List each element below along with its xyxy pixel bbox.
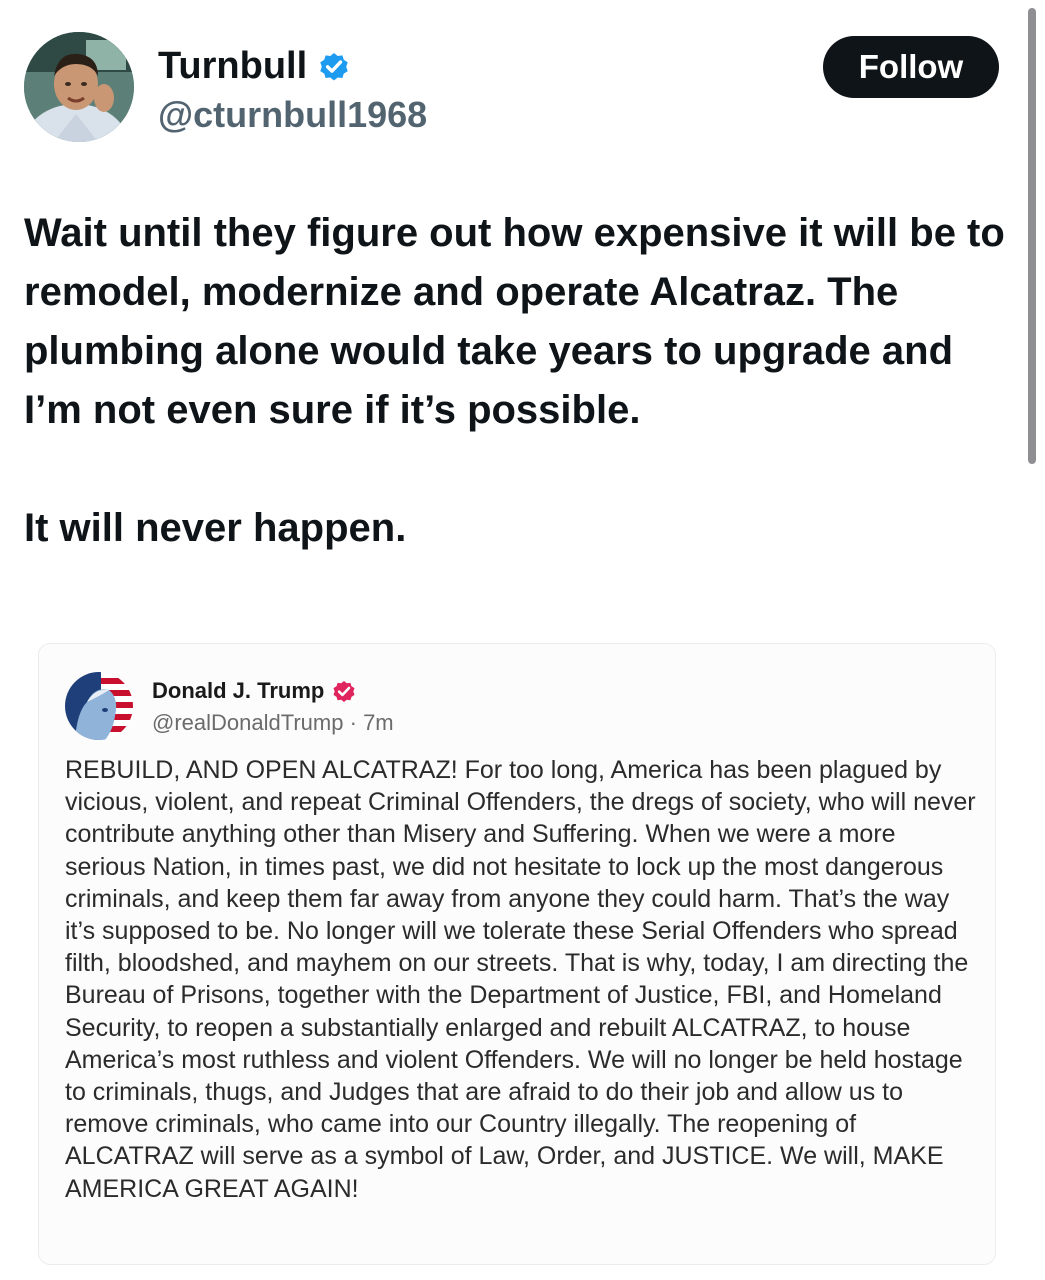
author-names (158, 40, 427, 136)
quoted-handle[interactable]: @realDonaldTrump (152, 710, 344, 735)
quoted-meta (152, 710, 394, 736)
quoted-name-row (152, 674, 357, 708)
verified-badge-icon (331, 678, 357, 704)
quoted-display-name[interactable]: Donald J. Trump (152, 678, 325, 703)
verified-badge-icon (317, 49, 351, 83)
avatar-photo (24, 32, 134, 142)
scrollbar[interactable] (1028, 8, 1036, 464)
quoted-post-text: REBUILD, AND OPEN ALCATRAZ! For too long, America has been plagued by vicious, violent, and repeat Criminal Offenders, the dregs of society, who will never contribute anything other than Misery and Suffering. When we were a more serious Nation, in times past, we did not hesitate to lock up the most dangerous criminals, and keep them far away from anyone they could harm. That’s the way it’s supposed to be. No longer will we tolerate these Serial Offenders who spread filth, bloodshed, and mayhem on our streets. That is why, today, I am directing the Bureau of Prisons, together with the Department of Justice, FBI, and Homeland Security, to reopen a substantially enlarged and rebuilt ALCATRAZ, to house America’s most ruthless and violent Offenders. We will no longer be held hostage to criminals, thugs, and Judges that are afraid to do their job and allow us to remove criminals, who came into our Country illegally. The reopening of ALCATRAZ will serve as a symbol of Law, Order, and JUSTICE. We will, MAKE AMERICA GREAT AGAIN! (65, 756, 976, 1203)
quoted-post-card[interactable] (38, 643, 996, 1265)
quoted-timestamp[interactable]: 7m (363, 710, 394, 735)
avatar[interactable] (24, 32, 134, 142)
follow-button[interactable]: Follow (823, 36, 999, 98)
display-name[interactable]: Turnbull (158, 44, 308, 87)
tweet-text: Wait until they figure out how expensive it will be to remodel, modernize and operate Alcatraz. The plumbing alone would take years to upgrade and I’m not even sure if it’s possible. It will never happen. (24, 211, 1005, 550)
display-name-row (158, 40, 427, 92)
quoted-avatar-image (65, 672, 133, 740)
meta-separator: · (349, 710, 357, 735)
author-handle[interactable]: @cturnbull1968 (158, 94, 428, 135)
tweet-header (24, 32, 999, 144)
quoted-avatar[interactable] (65, 672, 133, 740)
